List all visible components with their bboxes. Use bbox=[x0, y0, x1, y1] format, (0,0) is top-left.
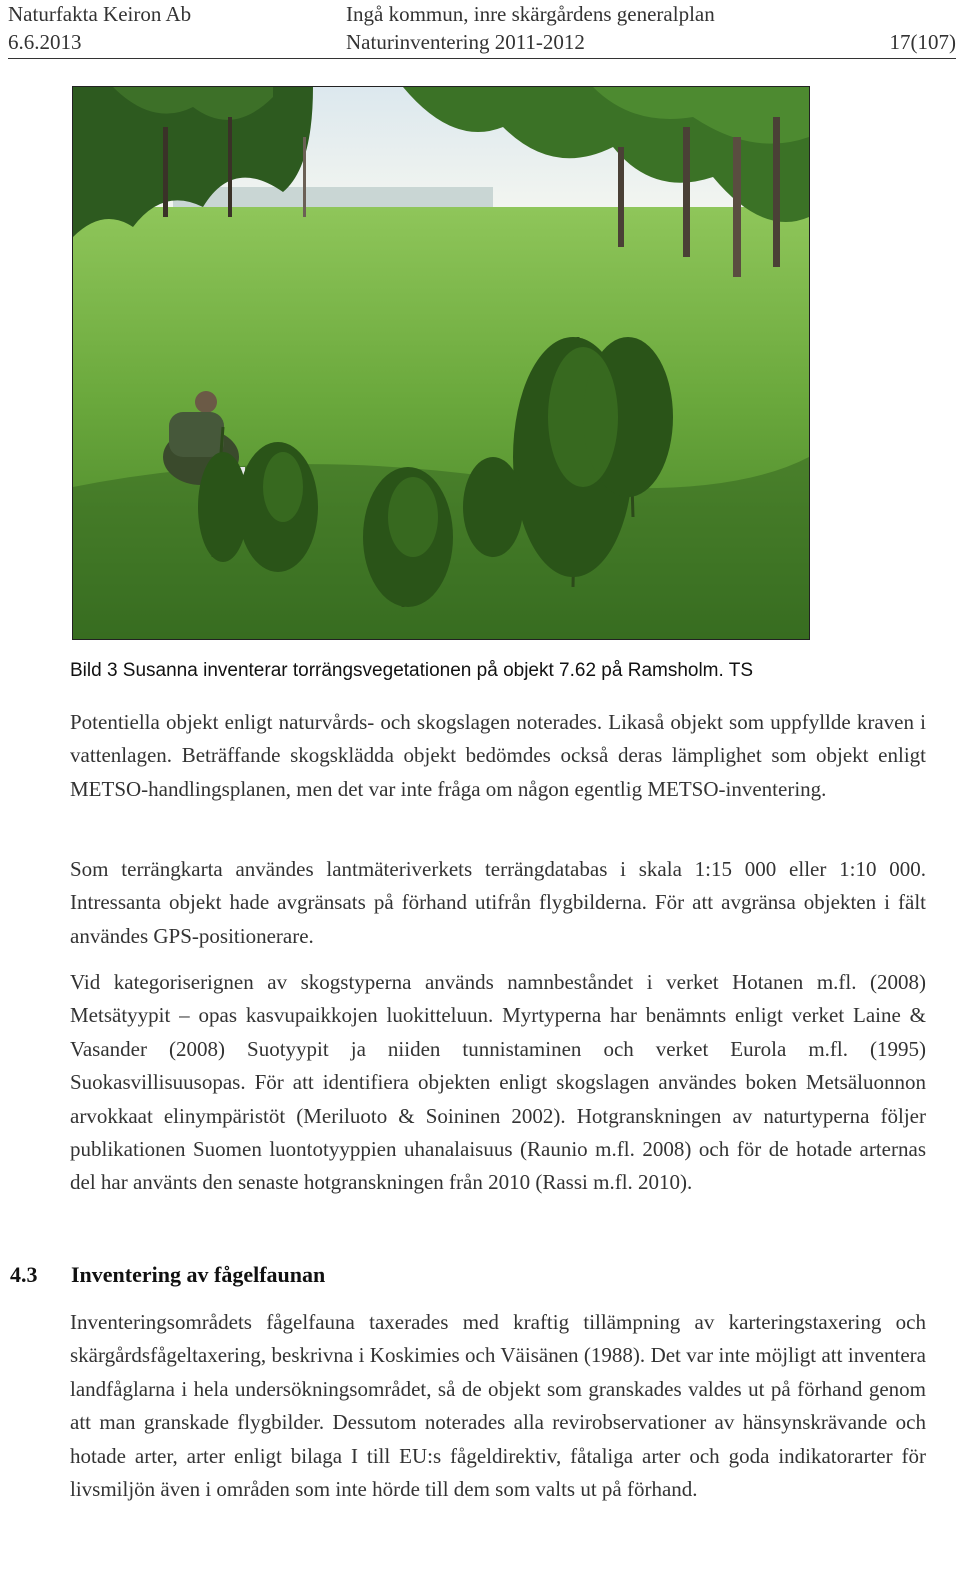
header-subtitle: Naturinventering 2011-2012 bbox=[346, 30, 585, 54]
paragraph-terrain-map: Som terrängkarta användes lantmäteriverkets terrängdatabas i skala 1:15 000 eller 1:10 000. Intressanta objekt hade avgränsats på förhand utifrån flygbilderna. För att avgränsa objekten i fält användes GPS-positionerare. bbox=[70, 857, 926, 948]
section-title: Inventering av fågelfaunan bbox=[71, 1262, 326, 1287]
figure-caption: Bild 3 Susanna inventerar torrängsvegetationen på objekt 7.62 på Ramsholm. TS bbox=[70, 660, 754, 681]
header-company: Naturfakta Keiron Ab bbox=[8, 2, 192, 26]
meadow-photo-illustration bbox=[73, 87, 809, 639]
paragraph-classification: Vid kategoriserignen av skogstyperna används namnbeståndet i verket Hotanen m.fl. (2008) Metsätyypit – opas kasvupaikkojen luokitteluun. Myrtyperna har benämnts enligt verket Laine & Vasander (2008) Suotyypit ja niiden tunnistaminen och verket Eurola m.fl. (1995) Suokasvillisuusopas. För att identifiera objekten enligt skogslagen användes boken Metsäluonnon arvokkaat elinympäristöt (Meriluoto & Soininen 2002). Hotgranskningen av naturtyperna följer publikationen Suomen luontotyyppien uhanalaisuus (Raunio m.fl. 2008) och för de hotade arternas del har använts den senaste hotgranskningen från 2010 (Rassi m.fl. 2010). bbox=[70, 970, 926, 1195]
header-page-number: 17(107) bbox=[889, 30, 956, 54]
paragraph-bird-survey: Inventeringsområdets fågelfauna taxerades med kraftig tillämpning av karteringstaxering och skärgårdsfågeltaxering, beskrivna i Koskimies och Väisänen (1988). Det var inte möjligt att inventera landfåglarna i hela undersökningsområdet, så de objekt som granskades valdes ut på förhand genom att man granskade flygbilder. Dessutom noterades alla revirobservationer av hänsynskrävande och hotade arter, arter enligt bilaga I till EU:s fågeldirektiv, fåtaliga arter och goda indikatorarter för livsmiljön även i områden som inte hörde till dem som valts ut på förhand. bbox=[70, 1310, 926, 1502]
section-number: 4.3 bbox=[10, 1262, 38, 1287]
header-date: 6.6.2013 bbox=[8, 30, 82, 54]
page-header bbox=[8, 0, 956, 59]
paragraph-objects: Potentiella objekt enligt naturvårds- och skogslagen noterades. Likaså objekt som uppfyllde kraven i vattenlagen. Beträffande skogsklädda objekt bedömdes också deras lämplighet som objekt enligt METSO-handlingsplanen, men det var inte fråga om någon egentlig METSO-inventering. bbox=[70, 710, 926, 801]
header-project-title: Ingå kommun, inre skärgårdens generalplan bbox=[346, 2, 715, 26]
meadow-photo bbox=[72, 86, 810, 640]
